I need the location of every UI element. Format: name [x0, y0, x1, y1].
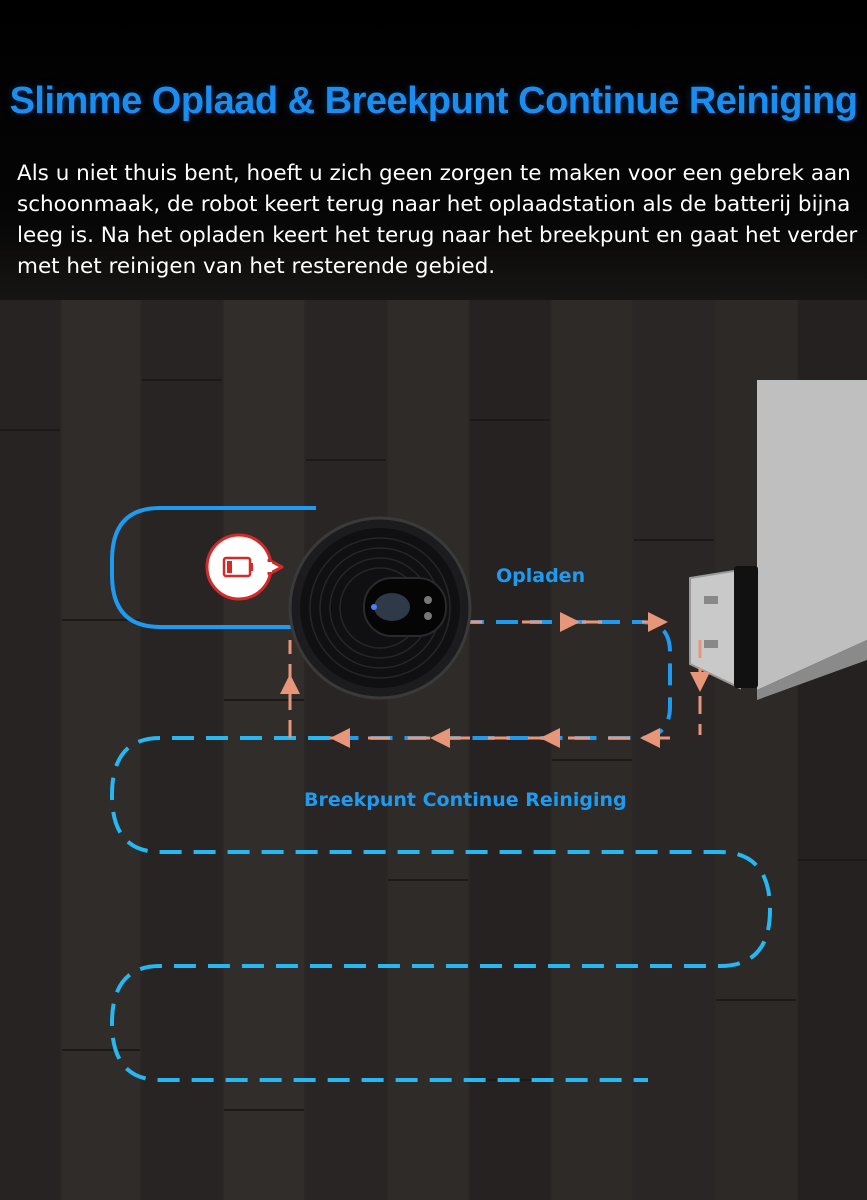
wall-panel: [757, 380, 867, 690]
feature-description: Als u niet thuis bent, hoeft u zich geen zorgen te maken voor een gebrek aan schoonmaak, de robot keert terug naar het oplaadstation als de batterij bijna leeg is. Na het opladen keert het terug naar het breekpunt en gaat het verder met het reinigen van het resterende gebied.: [17, 161, 858, 279]
floor-planks: [0, 300, 867, 1200]
resume-cleaning-label: Breekpunt Continue Reiniging: [304, 789, 627, 811]
robot-vacuum: [290, 518, 470, 698]
page-title: Slimme Oplaad & Breekpunt Continue Reiniging: [9, 80, 858, 122]
charge-label: Opladen: [496, 565, 586, 587]
